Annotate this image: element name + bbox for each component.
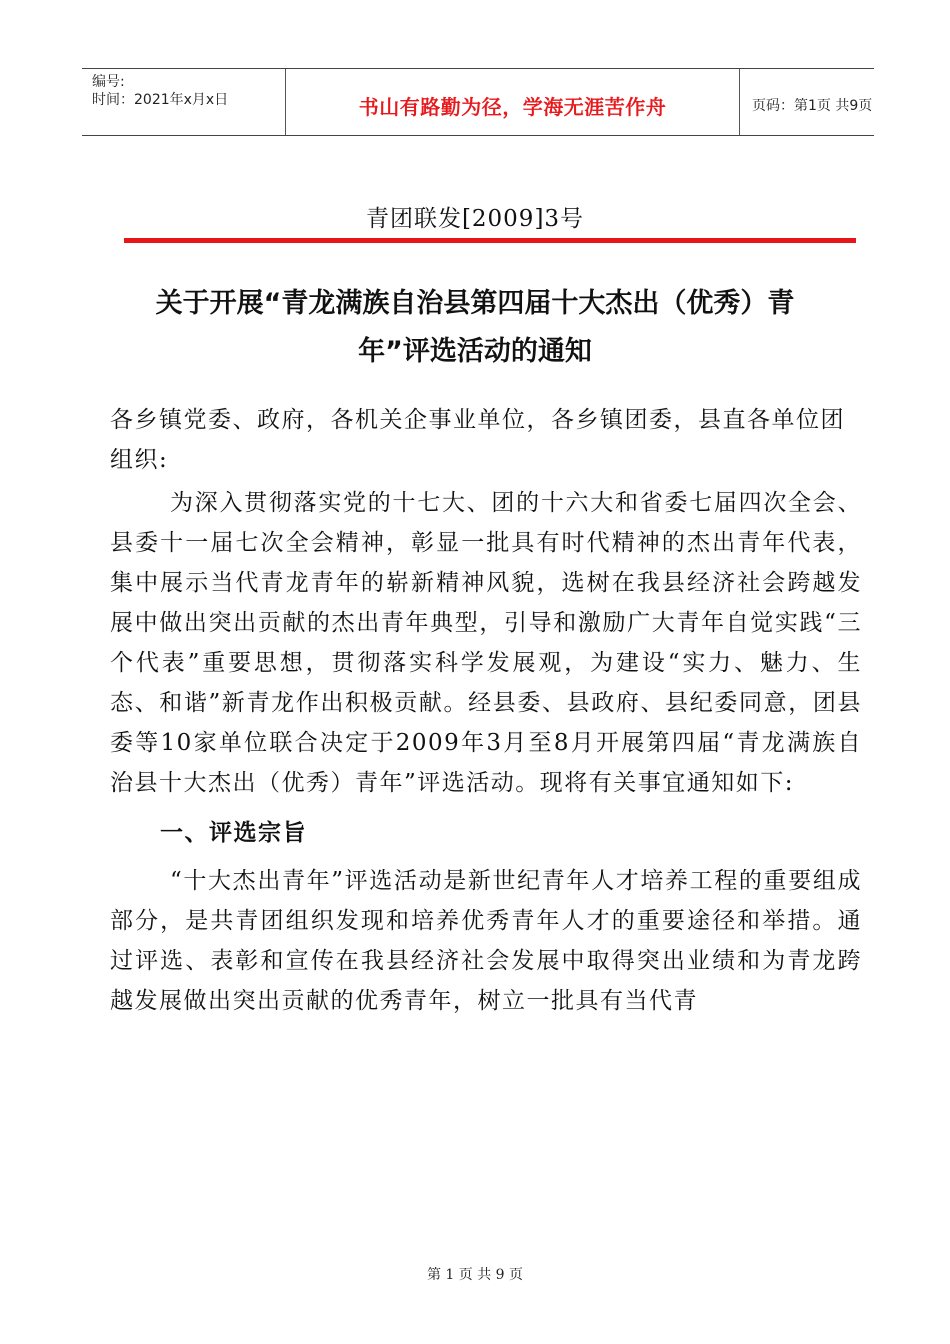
header-meta-cell [82,69,286,135]
page-info-text: 页码：第1页 共9页 [752,98,873,114]
document-body [110,400,862,1021]
header-motto-cell [286,69,740,135]
page-title [110,280,840,376]
page-footer: 第 1 页 共 9 页 [426,1267,524,1283]
header-page-cell [740,69,874,135]
paragraph-intro: 为深入贯彻落实党的十七大、团的十六大和省委七届四次全会、县委十一届七次全会精神，彰显一批具有时代精神的杰出青年代表，集中展示当代青龙青年的崭新精神风貌，选树在我县经济社会跨越发展中做出突出贡献的杰出青年典型，引导和激励广大青年自觉实践“三个代表”重要思想，贯彻落实科学发展观，为建设“实力、魅力、生态、和谐”新青龙作出积极贡献。经县委、县政府、县纪委同意，团县委等10家单位联合决定于2009年3月至8月开展第四届“青龙满族自治县十大杰出（优秀）青年”评选活动。现将有关事宜通知如下: [110,490,862,796]
document-number: 青团联发[2009]3号 [365,206,585,232]
header-table [82,68,874,136]
section-heading: 一、评选宗旨 [160,820,307,846]
motto-text: 书山有路勤为径，学海无涯苦作舟 [358,95,667,119]
title-line-1: 关于开展“青龙满族自治县第四届十大杰出（优秀）青 [155,288,795,319]
red-divider [124,238,856,243]
title-line-2: 年”评选活动的通知 [358,336,592,367]
greeting: 各乡镇党委、政府，各机关企事业单位，各乡镇团委，县直各单位团组织: [110,407,845,473]
doc-number-label: 编号: [92,74,125,90]
doc-time-label: 时间：2021年x月x日 [92,92,229,108]
paragraph-purpose: “十大杰出青年”评选活动是新世纪青年人才培养工程的重要组成部分，是共青团组织发现和培养优秀青年人才的重要途径和举措。通过评选、表彰和宣传在我县经济社会发展中取得突出业绩和为青龙跨越发展做出突出贡献的优秀青年，树立一批具有当代青 [110,868,862,1014]
